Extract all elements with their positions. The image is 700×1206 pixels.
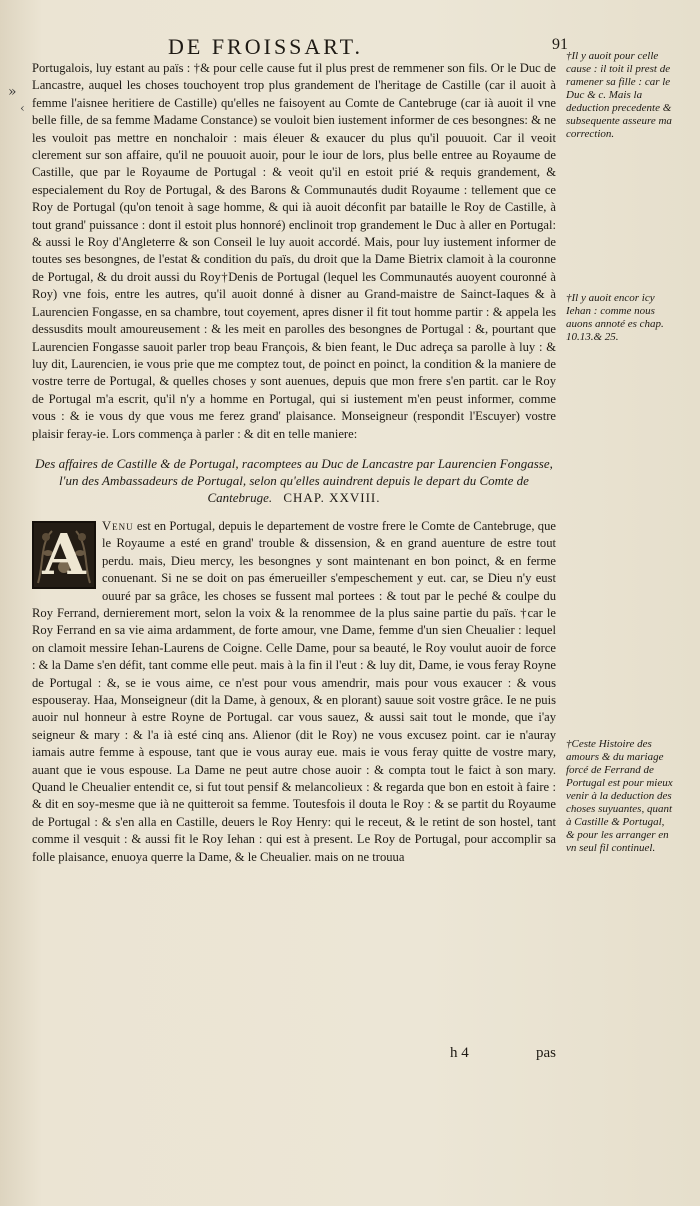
margin-note-2: †Il y auoit encor icy Iehan : comme nous auons annoté es chap. 10.13.& 25. [566, 292, 664, 343]
opening-word: Venu [102, 518, 134, 533]
paragraph-continued: Portugalois, luy estant au païs : †& pour celle cause fut il plus prest de remmener son fils. Or le Duc de Lancastre, auquel les choses touchoyent trop plus grandement de l'heritage de Castille (car il auoit à femme l'aisnee heritiere de Castille) qu'elles ne faisoyent au Comte de Cantebruge (car ià auoit il vne belle fille, de sa femme Madame Constance) se vouloit bien iustement informer de ces besongnes: & ne les vouloit pas mettre en nonchaloir : mais éleuer & exaucer du plus qu'il pouuoit. Car il veoit clerement sur son affaire, qu'il ne pouuoit auoir, pour le iour de lors, plus belle entree au Royaume de Castille, que par le Royaume de Portugal : & veoit qu'il en estoit prié & requis grandement, & especialement du Roy de Portugal, & des Barons & Communautés dudit Royaume : tellement que ce Roy de Portugal (qu'on tenoit à sage homme, & qui ià auoit déconfit par bataille le Roy de Castille, à tout grand' puissance : dont il estoit plus honnoré) enclinoit trop grandement le Duc à aller en Portugal: & aussi le Roy d'Angleterre & son Conseil le luy auoit accordé. Mais, pour luy iustement informer de toutes ses besongnes, de l'estat & condition du païs, du droit que la Dame Bietrix clamoit à la couronne de Portugal, & du droit aussi du Roy†Denis de Portugal (lequel les Communautés auoyent couronné à Roy) vne fois, entre les autres, qu'il auoit donné à disner au Grand-maistre de Sainct-Iaques & à Laurencien Fongasse, en sa chambre, tout coyement, apres disner il fit tout homme partir : & appela les dessusdits moult amoureusement : & les meit en parolles des besongnes de Portugal : &, pourtant que Laurencien Fongasse sauoit parler trop beau François, & bien feant, le Duc adreça sa parolle à luy : & luy dit, Laurencien, ie vous prie que me comptez tout, de poinct en poinct, la condition & la maniere de vostre terre de Portugal, & quelles choses y sont auenues, depuis que mon frere s'en partit. car le Roy de Portugal m'a escrit, qu'il n'y a homme en Portugal, qui si iustement m'en peust informer, comme vous : & ie vous dy que vous me ferez grand' plaisance. Monseigneur (respondit l'Escuyer) vostre plaisir feray-ie. Lors commença à parler : & dit en telle maniere: [32, 61, 556, 441]
chapter-paragraph [32, 518, 556, 866]
pen-mark: » [8, 84, 17, 100]
catchword: pas [536, 1045, 556, 1061]
running-title: DE FROISSART. [168, 34, 363, 59]
page-footer [0, 1045, 700, 1069]
margin-note-1: †Il y auoit pour celle cause : il toit il prest de ramener sa fille : car le Duc & c. Mais la deduction precedente & subsequente asseure ma correction. [566, 50, 672, 140]
signature-mark: h 4 [450, 1045, 469, 1061]
pen-mark-small: ‹ [20, 101, 25, 115]
decorated-initial [32, 521, 96, 589]
chapter-opening [32, 518, 556, 866]
chapter-paragraph-text: est en Portugal, depuis le departement de vostre frere le Comte de Cantebruge, que le Royaume a esté en grand' trouble & dissension, & en grand auenture de estre tout perdu. mais, Dieu mercy, les besongnes y sont maintenant en bon poinct, & en ferme conuenant. Si ne se doit on pas émerueiller s'empeschement y eut. car, se Dieu n'y eust ouuré par sa grâce, les choses se fussent mal portees : & tout par le peché & coulpe du Roy Ferrand, dernierement mort, selon la voix & la renommee de la plus saine partie du païs. †car le Roy Ferrand en sa vie aima ardamment, de forte amour, vne Dame, femme d'un sien Cheualier : lequel on clamoit messire Iehan-Laurens de Coigne. Celle Dame, pour sa beauté, le Roy voulut auoir de force : & la Dame s'en défit, tant comme elle peut. mais à la fin il l'eut : & luy dit, Dame, ie vous feray Royne de Portugal : &, se ie vous aime, ce n'est pour vous amendrir, mais pour vous exaucer : & vous espouseray. Haa, Monseigneur (dit la Dame, à genoux, & en plorant) sauue soit vostre grâce. Ie ne puis auoir nul honneur à estre Royne de Portugal. car vous sauez, & aussi sait tout le monde, que i'ay seigneur & mary : & l'a ià esté cinq ans. Alienor (dit le Roy) ne vous excusez point. car ie n'auray iamais autre femme à espouse, tant que ie vous auray eue. mais ie vous feray quitte de vostre mary, auant que ie vous espouse. La Dame ne peut autre chose auoir : & compta tout le faict à son mary. Quand le Cheualier entendit ce, si fut tout pensif & melancolieux : & regarda que bon en estoit à faire : & dit en soy-mesme que ià ne quitteroit sa femme. Toutesfois il douta le Roy : & se partit du Royaume de Portugal : & s'en alla en Castille, deuers le Roy Henry: qui le receut, & le retint de son hostel, tant comme il vesquit : & aussi fit le Roy Iehan : qui est à present. Le Roy de Portugal, pour accomplir sa folle plaisance, enuoya querre la Dame, & le Cheualier. mais on ne trouua [32, 518, 556, 864]
margin-note-3: †Ceste Histoire des amours & du mariage forcé de Ferrand de Portugal est pour mieux venir à la deduction des choses suyuantes, quant à Castille & Portugal, & pour les arranger en vn seul fil continuel. [566, 738, 673, 854]
chapter-heading [32, 455, 556, 506]
initial-letter: A [42, 521, 86, 588]
chapter-heading-text: Des affaires de Castille & de Portugal, racomptees au Duc de Lancastre par Laurencien Fongasse, l'un des Ambassadeurs de Portugal, selon qu'elles auindrent depuis le depart du Comte de Cantebruge. [35, 455, 553, 505]
chapter-number: CHAP. XXVIII. [283, 489, 381, 505]
main-text-column [32, 60, 556, 866]
page-number: 91 [552, 36, 568, 53]
